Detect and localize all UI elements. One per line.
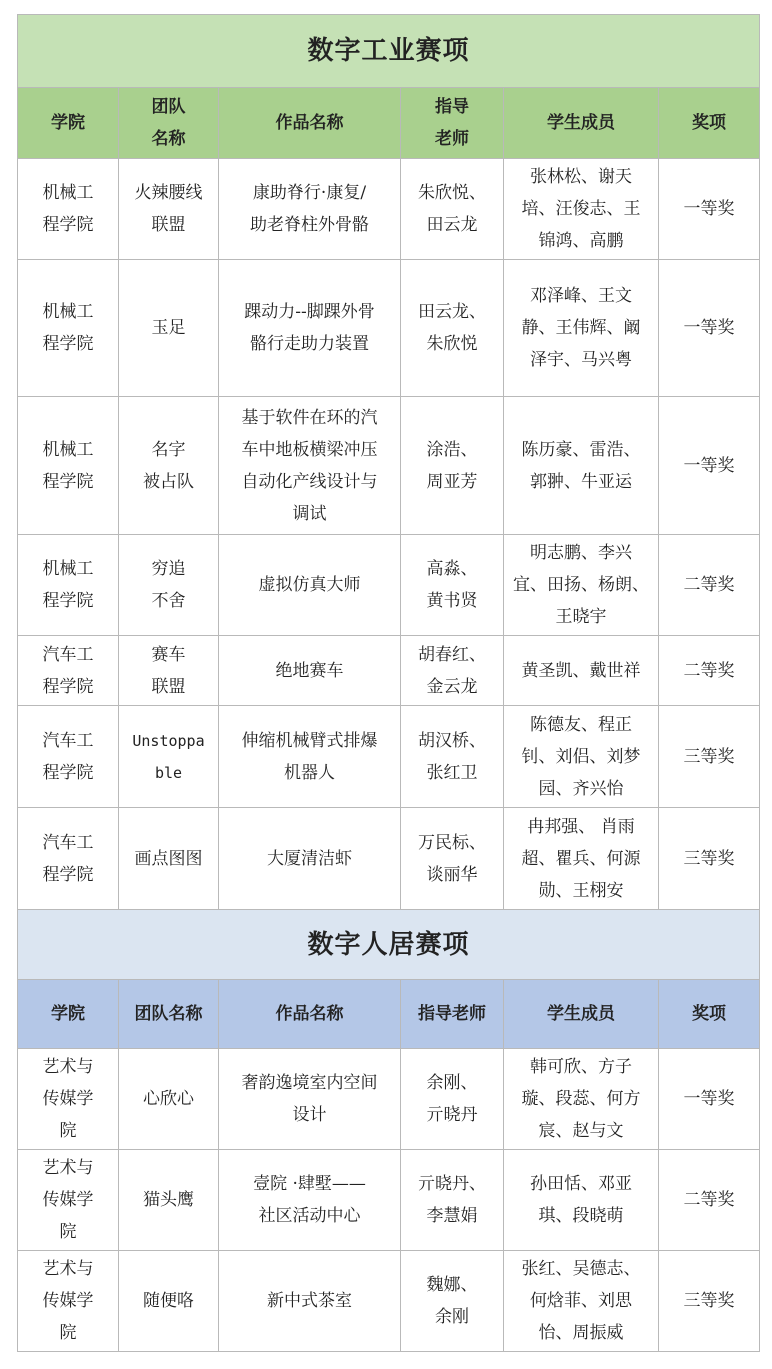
cell-team: 火辣腰线 联盟 xyxy=(119,159,219,260)
header-award: 奖项 xyxy=(659,980,760,1049)
cell-members: 孙田恬、邓亚 琪、段晓萌 xyxy=(504,1150,659,1251)
header-team: 团队名称 xyxy=(119,980,219,1049)
cell-college: 汽车工 程学院 xyxy=(18,706,119,808)
cell-award: 一等奖 xyxy=(659,260,760,397)
header-work: 作品名称 xyxy=(219,980,401,1049)
cell-college: 汽车工 程学院 xyxy=(18,636,119,706)
cell-work: 基于软件在环的汽 车中地板横梁冲压 自动化产线设计与 调试 xyxy=(219,397,401,535)
digital-habitat-table xyxy=(17,910,760,1352)
cell-advisor: 亓晓丹、 李慧娟 xyxy=(401,1150,504,1251)
cell-college: 机械工 程学院 xyxy=(18,397,119,535)
cell-team: 名字 被占队 xyxy=(119,397,219,535)
cell-advisor: 田云龙、 朱欣悦 xyxy=(401,260,504,397)
cell-work: 奢韵逸境室内空间 设计 xyxy=(219,1049,401,1150)
table-row xyxy=(18,260,760,397)
cell-members: 陈历豪、雷浩、 郭翀、牛亚运 xyxy=(504,397,659,535)
table-row xyxy=(18,808,760,910)
cell-advisor: 胡汉桥、 张红卫 xyxy=(401,706,504,808)
table-row xyxy=(18,1251,760,1352)
cell-college: 艺术与 传媒学 院 xyxy=(18,1049,119,1150)
cell-award: 三等奖 xyxy=(659,1251,760,1352)
cell-advisor: 万民标、 谈丽华 xyxy=(401,808,504,910)
header-work: 作品名称 xyxy=(219,88,401,159)
cell-college: 机械工 程学院 xyxy=(18,535,119,636)
cell-college: 机械工 程学院 xyxy=(18,159,119,260)
table-row xyxy=(18,1150,760,1251)
cell-college: 艺术与 传媒学 院 xyxy=(18,1150,119,1251)
cell-team: 画点图图 xyxy=(119,808,219,910)
header-advisor: 指导老师 xyxy=(401,980,504,1049)
cell-award: 一等奖 xyxy=(659,159,760,260)
header-college: 学院 xyxy=(18,88,119,159)
cell-members: 张红、吴德志、 何焓菲、刘思 怡、周振威 xyxy=(504,1251,659,1352)
header-row xyxy=(18,980,760,1049)
section-title: 数字工业赛项 xyxy=(18,15,760,88)
cell-advisor: 朱欣悦、 田云龙 xyxy=(401,159,504,260)
cell-award: 二等奖 xyxy=(659,535,760,636)
cell-team: 猫头鹰 xyxy=(119,1150,219,1251)
cell-team: 穷追 不舍 xyxy=(119,535,219,636)
cell-members: 明志鹏、李兴 宜、田扬、杨朗、 王晓宇 xyxy=(504,535,659,636)
header-row xyxy=(18,88,760,159)
table-row xyxy=(18,535,760,636)
section-title: 数字人居赛项 xyxy=(18,910,760,980)
cell-members: 张林松、谢天 培、汪俊志、王 锦鸿、高鹏 xyxy=(504,159,659,260)
cell-award: 一等奖 xyxy=(659,397,760,535)
cell-award: 三等奖 xyxy=(659,706,760,808)
cell-advisor: 余刚、 亓晓丹 xyxy=(401,1049,504,1150)
cell-advisor: 魏娜、 余刚 xyxy=(401,1251,504,1352)
header-award: 奖项 xyxy=(659,88,760,159)
cell-award: 二等奖 xyxy=(659,1150,760,1251)
cell-award: 三等奖 xyxy=(659,808,760,910)
cell-award: 二等奖 xyxy=(659,636,760,706)
cell-members: 冉邦强、 肖雨 超、瞿兵、何源 勋、王栩安 xyxy=(504,808,659,910)
table-row xyxy=(18,706,760,808)
cell-members: 韩可欣、方子 璇、段蕊、何方 宸、赵与文 xyxy=(504,1049,659,1150)
header-members: 学生成员 xyxy=(504,980,659,1049)
cell-college: 机械工 程学院 xyxy=(18,260,119,397)
table-row xyxy=(18,397,760,535)
cell-team: 心欣心 xyxy=(119,1049,219,1150)
cell-team: 随便咯 xyxy=(119,1251,219,1352)
header-members: 学生成员 xyxy=(504,88,659,159)
cell-team: 赛车 联盟 xyxy=(119,636,219,706)
cell-work: 踝动力--脚踝外骨 骼行走助力装置 xyxy=(219,260,401,397)
cell-advisor: 胡春红、 金云龙 xyxy=(401,636,504,706)
cell-advisor: 涂浩、 周亚芳 xyxy=(401,397,504,535)
cell-advisor: 高淼、 黄书贤 xyxy=(401,535,504,636)
cell-college: 汽车工 程学院 xyxy=(18,808,119,910)
cell-work: 绝地赛车 xyxy=(219,636,401,706)
cell-team: Unstoppa ble xyxy=(119,706,219,808)
cell-work: 壹院 ·肆墅—— 社区活动中心 xyxy=(219,1150,401,1251)
cell-members: 邓泽峰、王文 静、王伟辉、阚 泽宇、马兴粤 xyxy=(504,260,659,397)
cell-work: 新中式茶室 xyxy=(219,1251,401,1352)
cell-team: 玉足 xyxy=(119,260,219,397)
cell-work: 康助脊行·康复/ 助老脊柱外骨骼 xyxy=(219,159,401,260)
header-college: 学院 xyxy=(18,980,119,1049)
digital-industry-table xyxy=(17,14,760,910)
cell-work: 虚拟仿真大师 xyxy=(219,535,401,636)
header-team: 团队 名称 xyxy=(119,88,219,159)
table-row xyxy=(18,1049,760,1150)
table-row xyxy=(18,636,760,706)
cell-members: 陈德友、程正 钊、刘侣、刘梦 园、齐兴怡 xyxy=(504,706,659,808)
cell-college: 艺术与 传媒学 院 xyxy=(18,1251,119,1352)
cell-award: 一等奖 xyxy=(659,1049,760,1150)
cell-members: 黄圣凯、戴世祥 xyxy=(504,636,659,706)
cell-work: 大厦清洁虾 xyxy=(219,808,401,910)
header-advisor: 指导 老师 xyxy=(401,88,504,159)
table-row xyxy=(18,159,760,260)
cell-work: 伸缩机械臂式排爆 机器人 xyxy=(219,706,401,808)
